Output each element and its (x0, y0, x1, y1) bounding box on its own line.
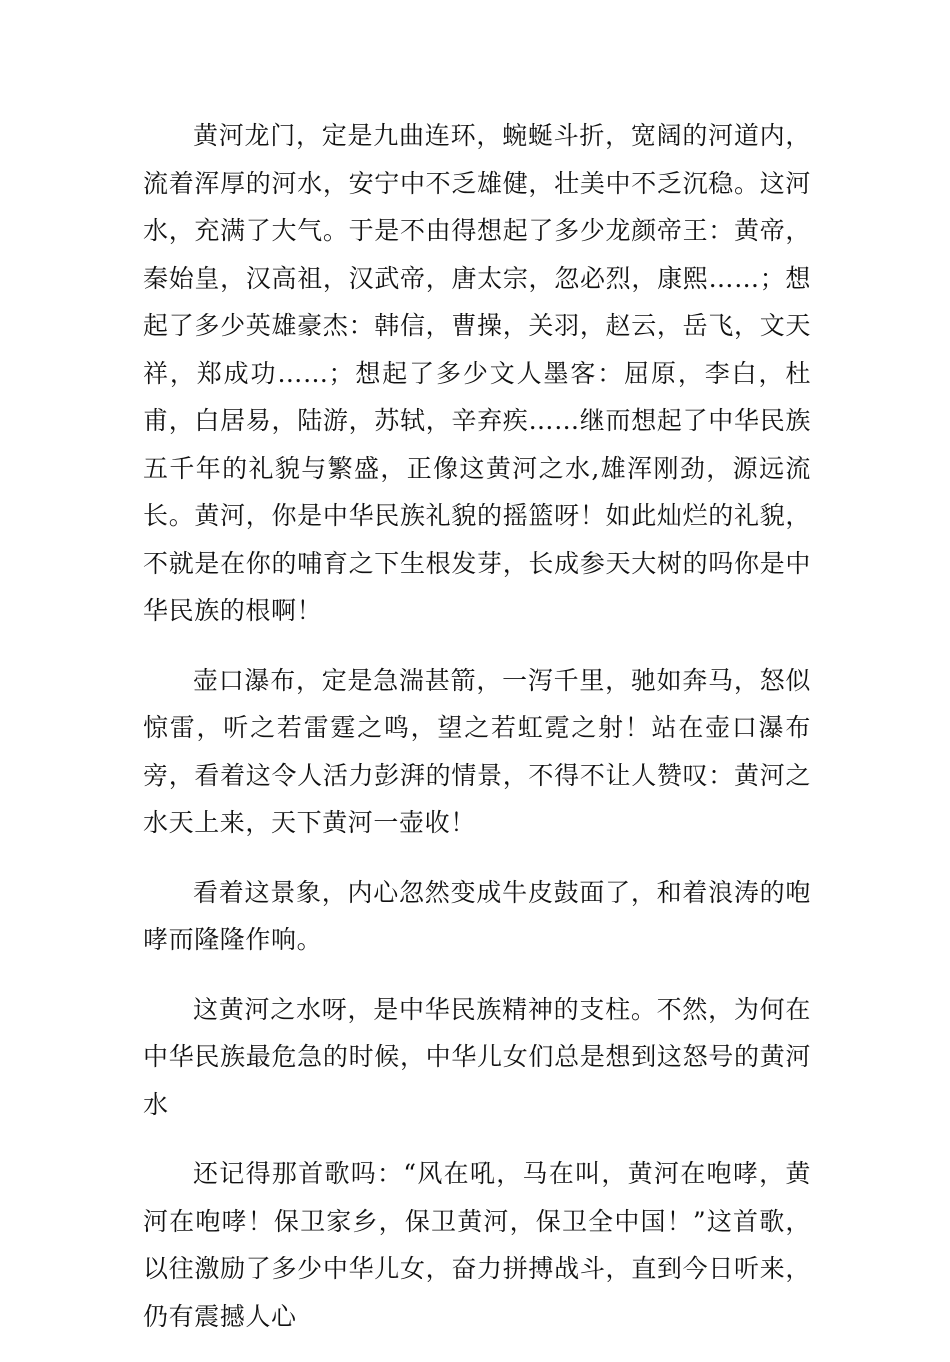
paragraph-longmen: 黄河龙门，定是九曲连环，蜿蜒斗折，宽阔的河道内，流着浑厚的河水，安宁中不乏雄健，壮美中不乏沉稳。这河水，充满了大气。于是不由得想起了多少龙颜帝王：黄帝，秦始皇，汉高祖，汉武帝，唐太宗，忽必烈，康熙……；想起了多少英雄豪杰：韩信，曹操，关羽，赵云，岳飞，文天祥，郑成功……；想起了多少文人墨客：屈原，李白，杜甫，白居易，陆游，苏轼，辛弃疾……继而想起了中华民族五千年的礼貌与繁盛，正像这黄河之水,雄浑刚劲，源远流长。黄河，你是中华民族礼貌的摇篮呀！如此灿烂的礼貌，不就是在你的哺育之下生根发芽，长成参天大树的吗你是中华民族的根啊！ (143, 121, 811, 625)
paragraph-spirit-pillar: 这黄河之水呀，是中华民族精神的支柱。不然，为何在中华民族最危急的时候，中华儿女们总是想到这怒号的黄河水 (143, 994, 811, 1119)
document-body (143, 112, 811, 1362)
paragraph-song: 还记得那首歌吗：“风在吼，马在叫，黄河在咆哮，黄河在咆哮！保卫家乡，保卫黄河，保卫全中国！”这首歌，以往激励了多少中华儿女，奋力拼搏战斗，直到今日听来，仍有震撼人心 (143, 1159, 811, 1331)
paragraph-drum: 看着这景象，内心忽然变成牛皮鼓面了，和着浪涛的咆哮而隆隆作响。 (143, 877, 811, 954)
paragraph-hukou-waterfall: 壶口瀑布，定是急湍甚箭，一泻千里，驰如奔马，怒似惊雷，听之若雷霆之鸣，望之若虹霓之射！站在壶口瀑布旁，看着这令人活力彭湃的情景，不得不让人赞叹：黄河之水天上来，天下黄河一壶收！ (143, 665, 811, 837)
